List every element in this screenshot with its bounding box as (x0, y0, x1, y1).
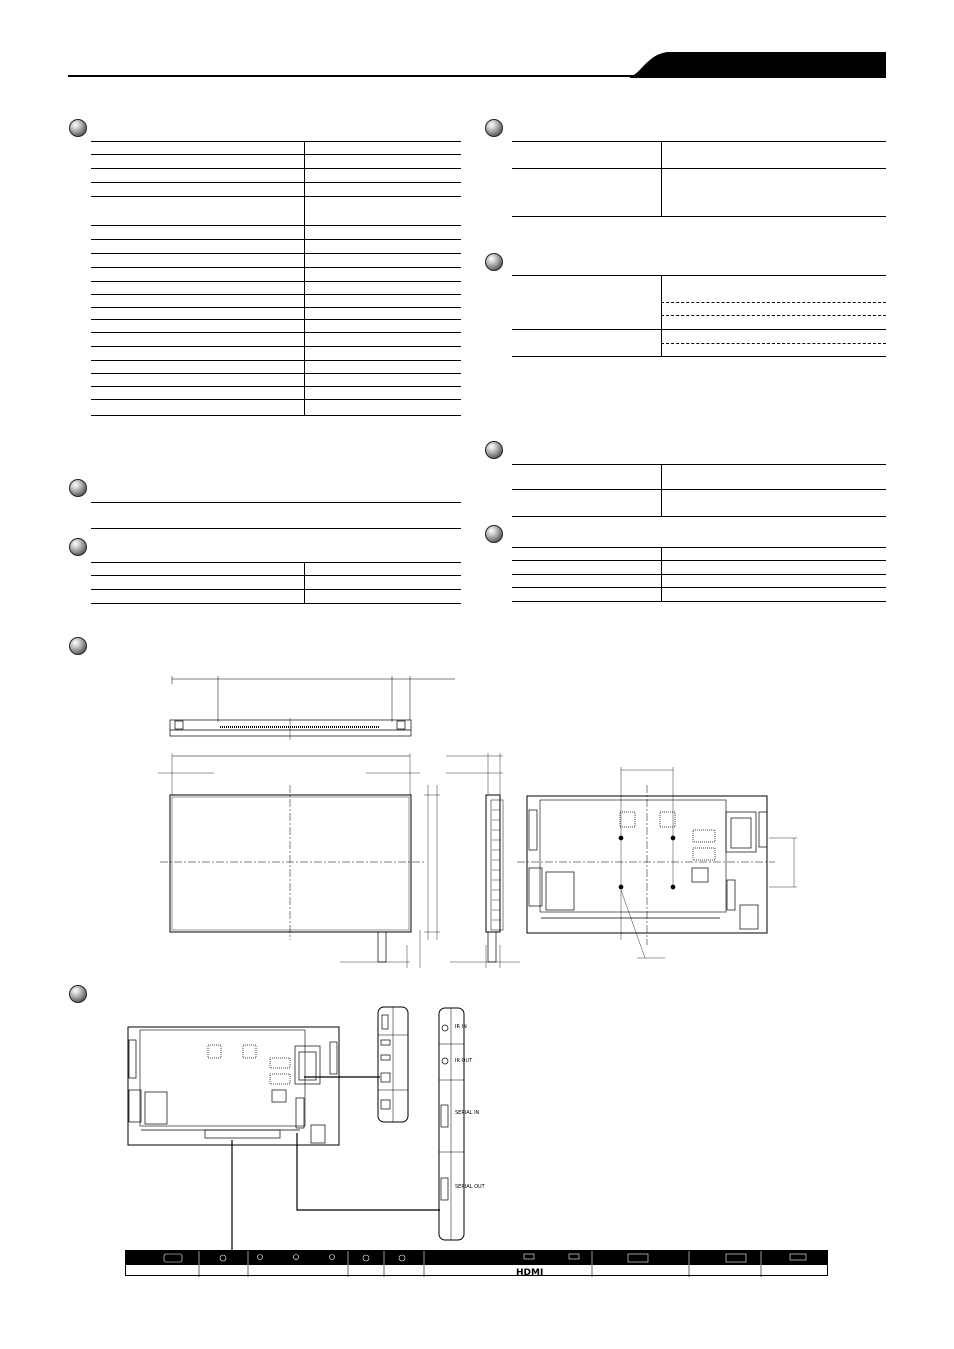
serial-out-label: SERIAL OUT (455, 1184, 485, 1190)
hdmi-logo: HDMI (516, 1268, 544, 1278)
ir-out-label: IR OUT (455, 1058, 473, 1064)
ir-in-label: IR IN (455, 1024, 467, 1030)
input-terminal-bar (125, 1250, 828, 1276)
serial-in-label: SERIAL IN (455, 1110, 480, 1116)
